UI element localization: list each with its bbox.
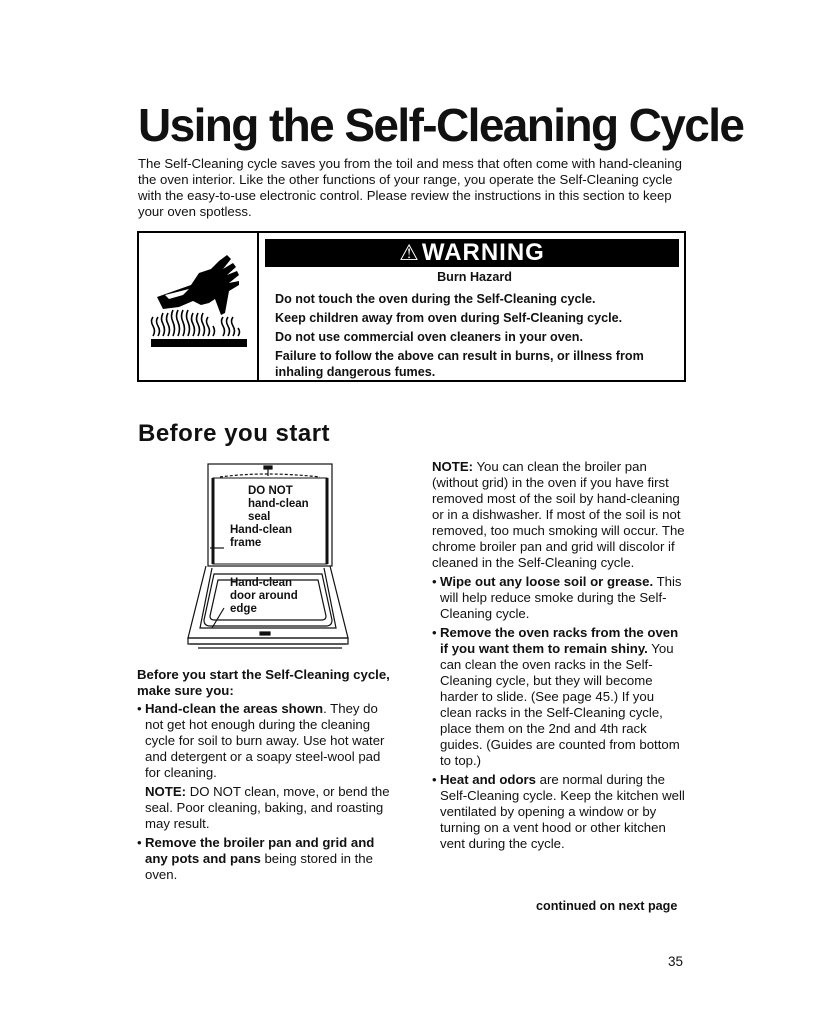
hazard-title: Burn Hazard (437, 270, 512, 284)
bullet-text: being stored in the oven. (145, 851, 373, 882)
bullet-text: This will help reduce smoke during the Self-Cleaning cycle. (440, 574, 682, 621)
intro-paragraph: The Self-Cleaning cycle saves you from the toil and mess that often come with hand-cleaning the oven interior. Like the other functions of your range, you operate the Self-Cleaning cycle with the easy-to-use electronic control. Please review the instructions in this section to keep your oven spotless. (138, 156, 682, 219)
door-label-3: edge (230, 603, 257, 615)
warning-icon-cell (139, 233, 259, 380)
note-text: DO NOT clean, move, or bend the seal. Poor cleaning, baking, and roasting may result. (145, 784, 390, 831)
warning-banner (265, 239, 679, 267)
left-bullet-list (137, 701, 397, 781)
note-label: NOTE: (432, 459, 474, 474)
warning-line: Do not use commercial oven cleaners in your oven. (275, 330, 583, 344)
broiler-note (432, 459, 688, 571)
frame-label-1: Hand-clean (230, 524, 292, 536)
bullet-bold: Hand-clean the areas shown (145, 701, 324, 716)
section-title: Before you start (138, 420, 331, 447)
warning-banner-label: WARNING (421, 239, 545, 266)
list-item (432, 772, 688, 852)
seal-label-3: seal (248, 511, 271, 523)
bullet-text: You can clean the oven racks in the Self-Cleaning cycle, but they will become harder to slide. (See page 45.) If you clean racks in the Self-Cleaning cycle, place them on the 2nd and 4th rack guides. (Guides are counted from bottom to top.) (440, 641, 680, 768)
seal-label-2: hand-clean (248, 498, 309, 510)
hot-surface-hand-icon (139, 233, 255, 380)
warning-triangle-icon: ⚠ (399, 240, 420, 265)
list-item (432, 574, 688, 622)
list-item (137, 701, 397, 781)
right-bullet-list (432, 574, 688, 852)
before-you-start-lead: Before you start the Self-Cleaning cycle, make sure you: (137, 667, 390, 698)
bullet-text: . They do not get hot enough during the cleaning cycle for soil to burn away. Use hot water and detergent or a soapy steel-wool pad for cleaning. (145, 701, 385, 780)
bullet-bold: Heat and odors (440, 772, 536, 787)
door-label-2: door around (230, 590, 298, 602)
oven-diagram (184, 462, 352, 665)
warning-line: Failure to follow the above can result in burns, or illness from inhaling dangerous fumes. (275, 349, 644, 379)
page-number: 35 (668, 954, 684, 969)
bullet-bold: Wipe out any loose soil or grease. (440, 574, 654, 589)
warning-line: Do not touch the oven during the Self-Cleaning cycle. (275, 292, 596, 306)
bullet-text: are normal during the Self-Cleaning cycle. Keep the kitchen well ventilated by opening a window or by turning on a vent hood or other kitchen vent during the cycle. (440, 772, 685, 851)
bullet-bold: Remove the oven racks from the oven if you want them to remain shiny. (440, 625, 679, 656)
door-label-1: Hand-clean (230, 577, 292, 589)
left-bullet-list-2 (137, 835, 397, 883)
list-item (137, 835, 397, 883)
note-label: NOTE: (145, 784, 187, 799)
seal-label-1: DO NOT (248, 485, 293, 497)
warning-box (137, 231, 686, 382)
bullet-bold: Remove the broiler pan and grid and any pots and pans (145, 835, 375, 866)
continued-note: continued on next page (536, 899, 678, 913)
warning-text (275, 269, 674, 383)
list-item (432, 625, 688, 769)
note-text: You can clean the broiler pan (without grid) in the oven if you have first removed most of the soil by hand-cleaning or in a dishwasher. If most of the soil is not removed, too much smoking will occur. The chrome broiler pan and grid will discolor if cleaned in the Self-Cleaning cycle. (432, 459, 685, 570)
left-column (137, 667, 397, 886)
page-title: Using the Self-Cleaning Cycle (138, 99, 744, 151)
seal-note (145, 784, 397, 832)
right-column (432, 459, 688, 855)
frame-label-2: frame (230, 537, 262, 549)
warning-line: Keep children away from oven during Self-Cleaning cycle. (275, 311, 623, 325)
